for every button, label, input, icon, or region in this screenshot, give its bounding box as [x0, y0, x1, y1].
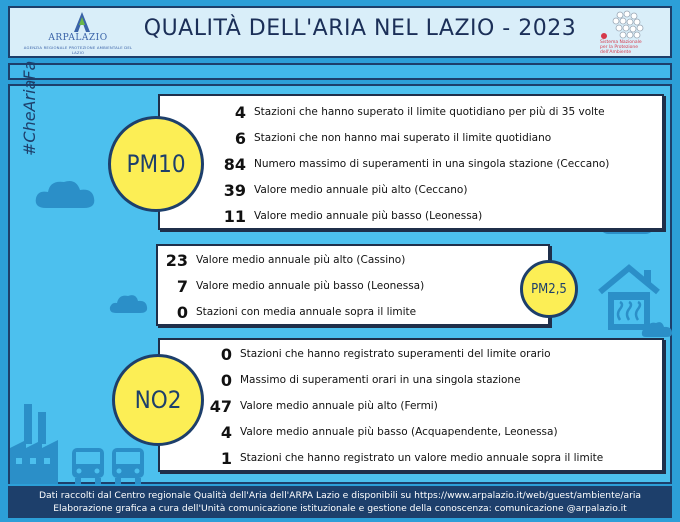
stat-label: Stazioni con media annuale sopra il limite	[196, 306, 417, 318]
stat-label: Massimo di superamenti orari in una singola stazione	[240, 374, 521, 386]
factory-icon	[10, 400, 70, 484]
stat-value: 4	[220, 422, 232, 442]
stat-label: Valore medio annuale più basso (Leonessa)	[196, 280, 425, 292]
footer-source: Dati raccolti dal Centro regionale Qualità dell'Aria dell'ARPA Lazio e disponibili su https://www.arpalazio.it/web/guest/ambiente/aria	[38, 490, 642, 501]
stat-value: 23	[165, 250, 188, 270]
stat-value: 0	[220, 370, 232, 390]
stat-row	[162, 274, 424, 298]
stat-row	[220, 178, 467, 202]
stat-value: 0	[176, 302, 188, 322]
footer	[8, 486, 672, 518]
stat-value: 0	[220, 344, 232, 364]
no2-badge: NO2	[112, 354, 204, 446]
page-title: QUALITÀ DELL'ARIA NEL LAZIO - 2023	[143, 16, 577, 41]
org-name: ARPALAZIO	[48, 33, 108, 43]
stat-label: Valore medio annuale più basso (Leonessa)	[254, 210, 483, 222]
pm25-badge: PM2,5	[520, 260, 578, 318]
org-subtitle: AGENZIA REGIONALE PROTEZIONE AMBIENTALE DEL LAZIO	[23, 45, 133, 55]
stat-row	[220, 204, 482, 228]
stat-value: 39	[223, 180, 246, 200]
stat-label: Numero massimo di superamenti in una singola stazione (Ceccano)	[254, 158, 610, 170]
stat-row	[162, 300, 416, 324]
cloud-icon	[32, 172, 102, 212]
pm10-badge: PM10	[108, 116, 204, 212]
stat-value: 1	[220, 448, 232, 468]
stat-label: Stazioni che hanno superato il limite quotidiano per più di 35 volte	[254, 106, 605, 118]
footer-credits: Elaborazione grafica a cura dell'Unità comunicazione istituzionale e gestione della conoscenza: comunicazione @arpalazio.it	[53, 503, 627, 514]
stat-row	[206, 368, 521, 392]
house-heating-icon	[596, 262, 662, 332]
stat-row	[206, 446, 603, 470]
stat-label: Stazioni che hanno registrato un valore medio annuale sopra il limite	[240, 452, 604, 464]
no2-panel	[158, 338, 664, 472]
stat-label: Valore medio annuale più alto (Ceccano)	[254, 184, 468, 196]
stat-value: 84	[223, 154, 246, 174]
stat-row	[220, 152, 609, 176]
stat-value: 7	[176, 276, 188, 296]
snpa-line-3: dell'Ambiente	[600, 50, 632, 55]
network-dots-icon	[590, 10, 668, 40]
header	[8, 6, 672, 58]
stat-label: Stazioni che hanno registrato superamenti del limite orario	[240, 348, 551, 360]
stat-value: 11	[223, 206, 246, 226]
snpa-text	[600, 40, 670, 55]
bus-icon	[70, 446, 106, 484]
pm10-panel	[158, 94, 664, 230]
stat-value: 4	[234, 102, 246, 122]
stat-value: 47	[209, 396, 232, 416]
stat-label: Valore medio annuale più basso (Acquapendente, Leonessa)	[240, 426, 558, 438]
snpa-logo	[590, 10, 668, 56]
stat-label: Valore medio annuale più alto (Fermi)	[240, 400, 438, 412]
bus-icon	[110, 446, 146, 484]
header-strip	[8, 63, 672, 80]
stat-row	[220, 126, 551, 150]
snpa-line-2: per la Protezione	[600, 45, 639, 50]
pm25-panel	[156, 244, 550, 326]
stat-label: Stazioni che non hanno mai superato il limite quotidiano	[254, 132, 552, 144]
stat-row	[206, 420, 558, 444]
stat-label: Valore medio annuale più alto (Cassino)	[196, 254, 406, 266]
stat-row	[206, 342, 551, 366]
snpa-line-1: Sistema Nazionale	[600, 40, 642, 45]
arpalazio-logo	[18, 11, 138, 55]
arpalazio-mark-icon	[70, 11, 94, 33]
cloud-icon	[108, 290, 150, 316]
stat-row	[162, 248, 405, 272]
hashtag: #CheAriaFa	[20, 60, 39, 156]
stat-value: 6	[234, 128, 246, 148]
stat-row	[220, 100, 605, 124]
stat-row	[206, 394, 438, 418]
